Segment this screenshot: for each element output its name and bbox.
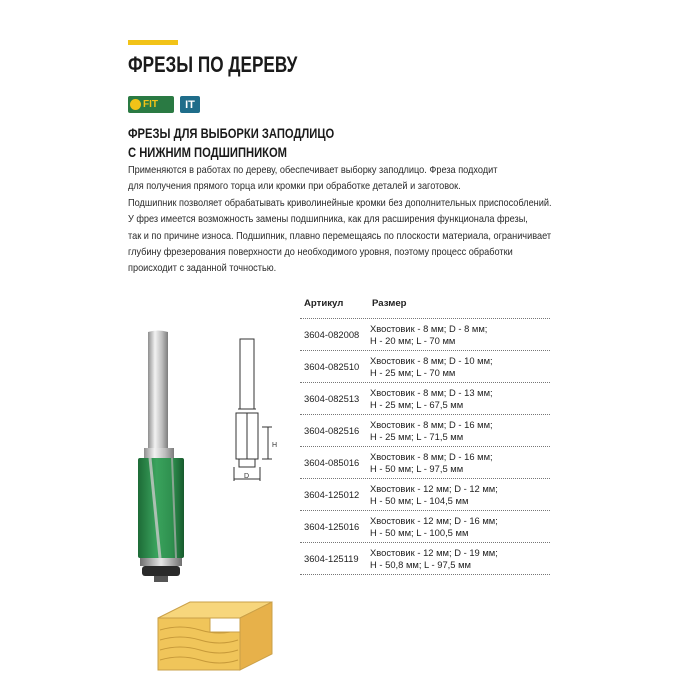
size-cell <box>370 355 550 378</box>
table-header <box>300 298 550 319</box>
size-line: Хвостовик - 8 мм; D - 10 мм; <box>370 354 493 366</box>
size-line: H - 20 мм; L - 70 мм <box>370 334 456 346</box>
table-row <box>300 511 550 543</box>
article-cell: 3604-085016 <box>304 457 360 468</box>
article-cell: 3604-082510 <box>304 361 360 372</box>
size-cell <box>370 515 550 538</box>
description-line: происходит с заданной точностью. <box>128 263 277 275</box>
article-cell: 3604-082008 <box>304 329 360 340</box>
size-line: H - 50 мм; L - 97,5 мм <box>370 462 464 474</box>
table-row <box>300 415 550 447</box>
table-row <box>300 447 550 479</box>
drawing-label-d: D <box>244 473 250 480</box>
size-line: H - 25 мм; L - 71,5 мм <box>370 430 464 442</box>
spec-table <box>300 298 550 575</box>
size-line: H - 25 мм; L - 67,5 мм <box>370 398 464 410</box>
size-cell <box>370 451 550 474</box>
table-row <box>300 383 550 415</box>
description-line: Применяются в работах по дереву, обеспечивает выборку заподлицо. Фреза подходит <box>128 165 498 176</box>
subtitle-line: ФРЕЗЫ ДЛЯ ВЫБОРКИ ЗАПОДЛИЦО <box>128 125 335 141</box>
subtitle-line: С НИЖНИМ ПОДШИПНИКОМ <box>128 144 288 160</box>
description-line: так и по причине износа. Подшипник, плавно перемещаясь по плоскости материала, ограничивает <box>128 230 552 242</box>
table-row <box>300 319 550 351</box>
table-row <box>300 351 550 383</box>
wood-block-icon <box>150 600 275 680</box>
size-cell <box>370 387 550 410</box>
size-line: Хвостовик - 8 мм; D - 8 мм; <box>370 322 488 334</box>
article-cell: 3604-125016 <box>304 521 360 532</box>
size-line: H - 50 мм; L - 100,5 мм <box>370 526 469 538</box>
article-cell: 3604-082516 <box>304 425 360 436</box>
fit-logo-text: FIT <box>143 99 158 110</box>
size-line: Хвостовик - 12 мм; D - 12 мм; <box>370 482 498 494</box>
page-title: ФРЕЗЫ ПО ДЕРЕВУ <box>128 52 298 77</box>
table-row <box>300 479 550 511</box>
size-cell <box>370 483 550 506</box>
size-line: H - 25 мм; L - 70 мм <box>370 366 456 378</box>
fit-brand-logo <box>128 96 174 113</box>
it-badge: IT <box>180 96 200 113</box>
technical-drawing <box>228 335 288 485</box>
size-line: Хвостовик - 12 мм; D - 16 мм; <box>370 514 498 526</box>
header-article: Артикул <box>304 298 344 309</box>
article-cell: 3604-125012 <box>304 489 360 500</box>
size-line: H - 50 мм; L - 104,5 мм <box>370 494 469 506</box>
size-line: Хвостовик - 8 мм; D - 16 мм; <box>370 418 493 430</box>
title-accent-bar <box>128 40 178 45</box>
description <box>128 163 578 278</box>
size-line: Хвостовик - 12 мм; D - 19 мм; <box>370 546 498 558</box>
size-line: Хвостовик - 8 мм; D - 16 мм; <box>370 450 493 462</box>
section-subtitle <box>128 124 334 162</box>
description-line: Подшипник позволяет обрабатывать криволинейные кромки без дополнительных приспособлений. <box>128 197 552 209</box>
size-cell <box>370 323 550 346</box>
size-line: Хвостовик - 8 мм; D - 13 мм; <box>370 386 493 398</box>
sun-icon <box>130 99 141 110</box>
article-cell: 3604-082513 <box>304 393 360 404</box>
description-line: глубину фрезерования поверхности до необходимого уровня, поэтому процесс обработки <box>128 247 513 259</box>
drawing-label-h: H <box>272 442 278 449</box>
size-cell <box>370 547 550 570</box>
description-line: У фрез имеется возможность замены подшипника, как для расширения функционала фрезы, <box>128 214 528 226</box>
header-size: Размер <box>372 298 407 309</box>
size-line: H - 50,8 мм; L - 97,5 мм <box>370 558 471 570</box>
article-cell: 3604-125119 <box>304 553 359 564</box>
table-row <box>300 543 550 575</box>
router-bit-image <box>120 330 230 600</box>
brand-row <box>128 96 200 113</box>
description-line: для получения прямого торца или кромки при обработке деталей и заготовок. <box>128 181 461 193</box>
size-cell <box>370 419 550 442</box>
